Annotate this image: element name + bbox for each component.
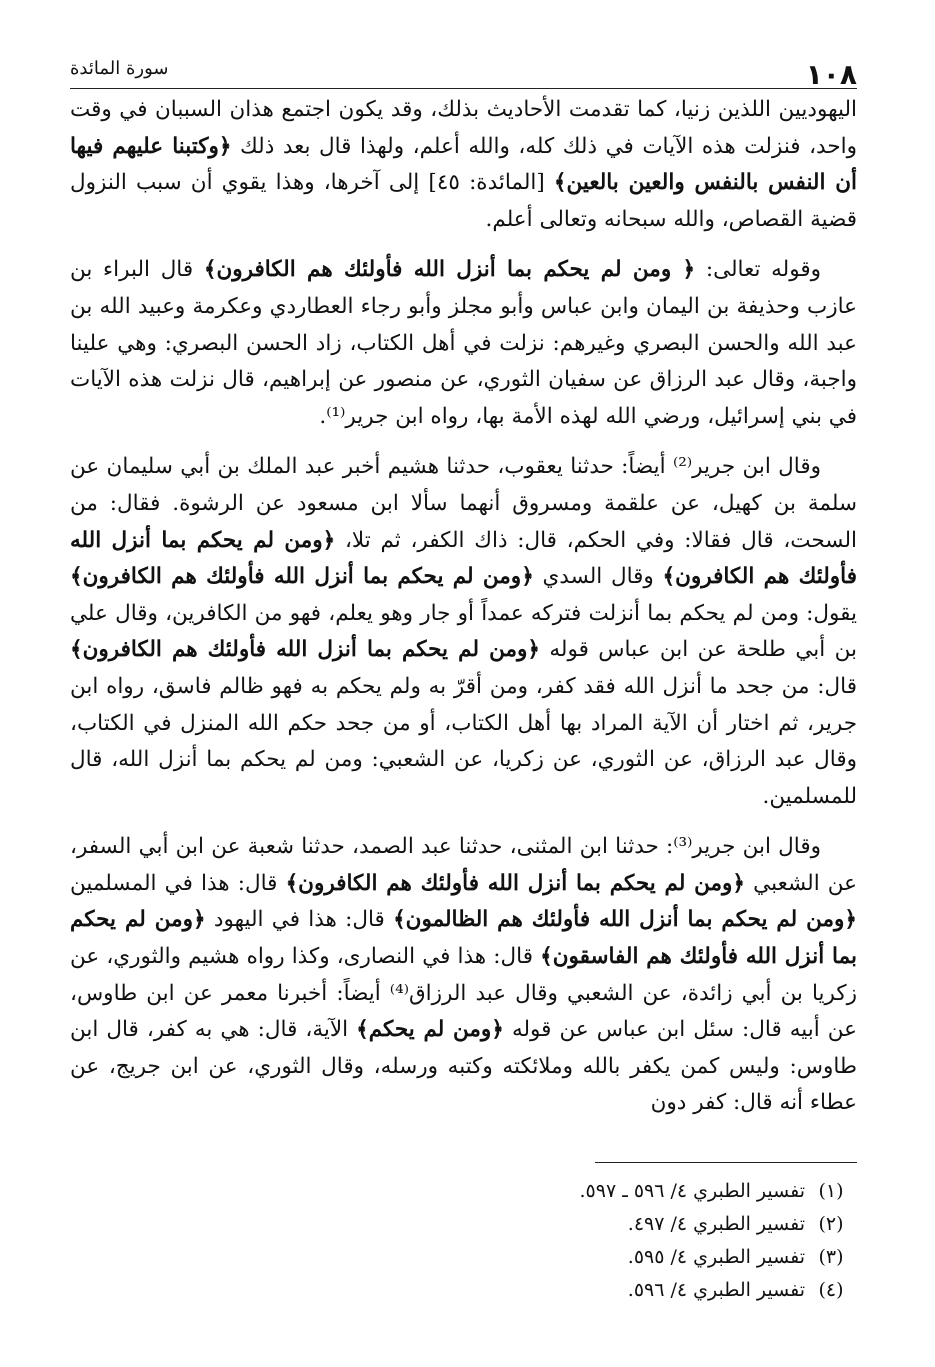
paragraph: [70, 829, 857, 1122]
footnote-number: (٣): [818, 1246, 844, 1268]
page-number: ١٠٨: [805, 58, 857, 91]
quran-verse: ﴿ومن لم يحكم بما أنزل الله فأولئك هم الفاسقون﴾: [70, 907, 857, 970]
quran-verse: ﴿ومن لم يحكم بما أنزل الله فأولئك هم الكافرون﴾: [285, 870, 746, 896]
text-segment: [المائدة: ٤٥] إلى آخرها، وهذا يقوي أن سبب النزول قضية القصاص، والله سبحانه وتعالى أعلم.: [70, 170, 857, 232]
paragraph: [70, 252, 857, 435]
text-segment: الآية، قال: هي به كفر، قال ابن طاوس: وليس كمن يكفر بالله وملائكته وكتبه ورسله، وقال الثوري، عن ابن جريج، عن عطاء أنه قال: كفر دون: [70, 1017, 857, 1116]
text-segment: قال: هذا في اليهود: [205, 907, 394, 933]
quran-verse: ﴿ومن لم يحكم﴾: [356, 1017, 504, 1043]
paragraph: [70, 449, 857, 815]
page-header: [70, 56, 857, 89]
quran-verse: ﴿وكتبنا عليهم فيها أن النفس بالنفس والعين بالعين﴾: [70, 133, 858, 196]
footnote: [70, 1241, 857, 1274]
footnote-text: تفسير الطبري ٤/ ٥٩٦.: [627, 1279, 805, 1301]
text-segment: قال البراء بن عازب وحذيفة بن اليمان وابن عباس وأبو مجلز وأبو رجاء العطاردي وعكرمة وعبيد الله بن عبد الله والحسن البصري وغيرهم: نزلت في أهل الكتاب، زاد الحسن البصري: وهي علينا واجبة، وقال عبد الرزاق عن سفيان الثوري، عن منصور عن إبراهيم، قال نزلت هذه الآيات في بني إسرائيل، ورضي الله لهذه الأمة بها، رواه ابن جرير⁽¹⁾.: [70, 257, 857, 429]
footnotes: [70, 1162, 857, 1307]
footnote-list: [70, 1175, 857, 1307]
text-segment: قال: هذا في النصارى، وكذا رواه هشيم والثوري، عن زكريا بن أبي زائدة، عن الشعبي وقال عبد الرزاق⁽⁴⁾ أيضاً: أخبرنا معمر عن ابن طاوس، عن أبيه قال: سئل ابن عباس عن قوله: [70, 944, 857, 1043]
footnote: [70, 1274, 857, 1307]
footnote-divider: [595, 1162, 857, 1163]
footnote-number: (١): [818, 1180, 844, 1202]
quran-verse: ﴿ومن لم يحكم بما أنزل الله فأولئك هم الكافرون﴾: [70, 564, 534, 590]
footnote-text: تفسير الطبري ٤/ ٥٩٦ ـ ٥٩٧.: [579, 1180, 805, 1202]
text-segment: اليهوديين اللذين زنيا، كما تقدمت الأحاديث بذلك، وقد يكون اجتمع هذان السببان في وقت واحد، فنزلت هذه الآيات في ذلك كله، والله أعلم، ولهذا قال بعد ذلك: [70, 97, 857, 159]
quran-verse: ﴿ومن لم يحكم بما أنزل الله فأولئك هم الكافرون﴾: [70, 637, 540, 663]
text-segment: يقول: ومن لم يحكم بما أنزلت فتركه عمداً أو جار وهو يعلم، فهو من الكافرين، وقال علي بن أبي طلحة عن ابن عباس قوله: [70, 600, 857, 663]
quran-verse: ﴿ ومن لم يحكم بما أنزل الله فأولئك هم الكافرون﴾: [203, 257, 696, 283]
text-segment: وقال ابن جرير⁽³⁾: حدثنا ابن المثنى، حدثنا عبد الصمد، حدثنا شعبة عن ابن أبي السفر، عن الشعبي: [70, 834, 857, 896]
text-segment: وقال ابن جرير⁽²⁾ أيضاً: حدثنا يعقوب، حدثنا هشيم أخبر عبد الملك بن أبي سليمان عن سلمة بن كهيل، عن علقمة ومسروق أنهما سألا ابن مسعود عن الرشوة. فقال: من السحت، قال فقالا: وفي الحكم، قال: ذاك الكفر، ثم تلا،: [70, 454, 857, 553]
main-text: [70, 92, 857, 1122]
footnote: [70, 1208, 857, 1241]
footnote: [70, 1175, 857, 1208]
footnote-number: (٤): [818, 1279, 844, 1301]
quran-verse: ﴿ومن لم يحكم بما أنزل الله فأولئك هم الكافرون﴾: [70, 527, 857, 590]
surah-title: سورة المائدة: [70, 58, 169, 79]
footnote-number: (٢): [818, 1213, 844, 1235]
text-segment: وقال السدي: [533, 564, 663, 590]
text-segment: وقوله تعالى:: [695, 257, 821, 283]
quran-verse: ﴿ومن لم يحكم بما أنزل الله فأولئك هم الظالمون﴾: [393, 907, 857, 933]
footnote-text: تفسير الطبري ٤/ ٥٩٥.: [627, 1246, 805, 1268]
footnote-text: تفسير الطبري ٤/ ٤٩٧.: [627, 1213, 805, 1235]
text-segment: قال: هذا في المسلمين: [70, 870, 286, 896]
text-segment: قال: من جحد ما أنزل الله فقد كفر، ومن أقرّ به ولم يحكم به فهو ظالم فاسق، رواه ابن جرير، ثم اختار أن الآية المراد بها أهل الكتاب، أو من جحد حكم الله المنزل في الكتاب، وقال عبد الرزاق، عن الثوري، عن زكريا، عن الشعبي: ومن لم يحكم بما أنزل الله، قال للمسلمين.: [70, 673, 857, 809]
paragraph: [70, 92, 857, 238]
